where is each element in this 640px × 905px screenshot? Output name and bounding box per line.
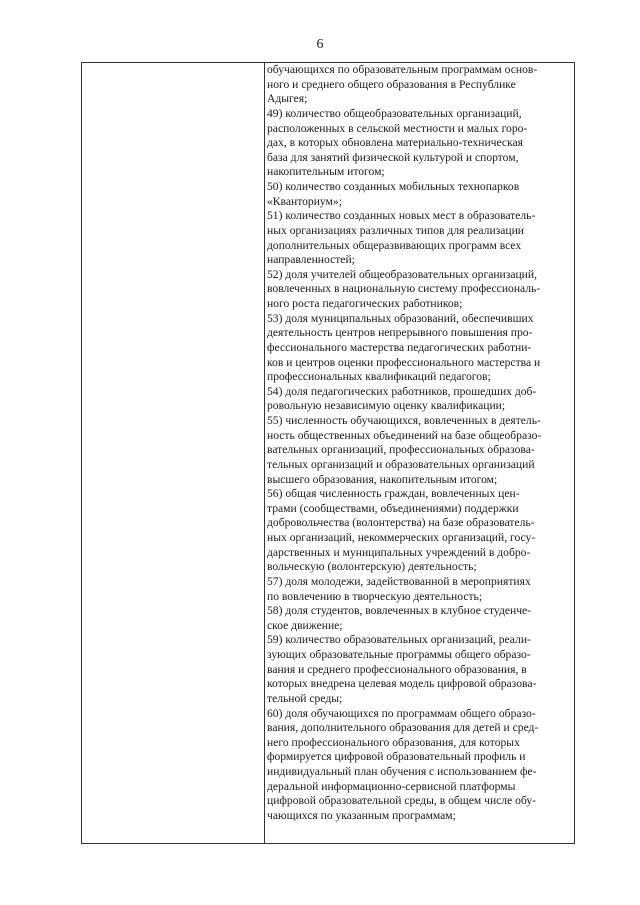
text-line: Адыгея; bbox=[267, 92, 308, 106]
text-line: индивидуальный план обучения с использованием фе- bbox=[267, 765, 537, 778]
text-line: 58) доля студентов, вовлеченных в клубное студенче- bbox=[267, 604, 532, 618]
text-line: цифровой образовательной среды, в общем числе обу- bbox=[267, 794, 537, 808]
text-line: дах, в которых обновлена материально-техническая bbox=[267, 136, 524, 150]
table-cell-left bbox=[82, 63, 265, 844]
text-line: вания, дополнительного образования для детей и сред- bbox=[267, 721, 539, 735]
text-line: по вовлечению в творческую деятельность; bbox=[267, 589, 483, 603]
text-line: ков и центров оценки профессионального мастерства и bbox=[267, 355, 541, 369]
text-line: направленностей; bbox=[267, 253, 355, 267]
text-line: ровольную независимую оценку квалификации; bbox=[267, 399, 506, 413]
indicator-text bbox=[267, 63, 573, 824]
text-line: 54) доля педагогических работников, прошедших доб- bbox=[267, 384, 537, 398]
text-line: 53) доля муниципальных образований, обеспечивших bbox=[267, 311, 534, 325]
text-line: формируется цифровой образовательный профиль и bbox=[267, 750, 526, 764]
text-line: вания и среднего профессионального образования, в bbox=[267, 662, 527, 676]
text-line: ного и среднего общего образования в Республике bbox=[267, 77, 516, 91]
text-line: расположенных в сельской местности и малых горо- bbox=[267, 121, 528, 135]
table-cell-right bbox=[265, 63, 575, 844]
text-line: 50) количество созданных мобильных технопарков bbox=[267, 180, 520, 193]
text-line: база для занятий физической культурой и спортом, bbox=[267, 150, 519, 164]
text-line: обучающихся по образовательным программам основ- bbox=[267, 63, 538, 76]
text-line: трами (сообществами, объединениями) поддержки bbox=[267, 501, 519, 515]
text-line: вольческую (волонтерскую) деятельность; bbox=[267, 560, 477, 574]
text-line: «Кванториум»; bbox=[267, 194, 342, 208]
text-line: 60) доля обучающихся по программам общего образо- bbox=[267, 706, 536, 720]
text-line: чающихся по указанным программам; bbox=[267, 808, 456, 822]
text-line: профессиональных квалификаций педагогов; bbox=[267, 370, 491, 384]
text-line: вательных организаций, профессиональных образова- bbox=[267, 443, 535, 457]
text-line: фессионального мастерства педагогических работни- bbox=[267, 340, 532, 354]
text-line: 59) количество образовательных организаций, реали- bbox=[267, 633, 531, 647]
text-line: ское движение; bbox=[267, 618, 343, 632]
text-line: накопительным итогом; bbox=[267, 165, 385, 179]
text-line: дарственных и муниципальных учреждений в добро- bbox=[267, 545, 531, 559]
text-line: зующих образовательные программы общего образо- bbox=[267, 648, 531, 661]
text-line: тельной среды; bbox=[267, 691, 343, 705]
page-number: 6 bbox=[316, 37, 324, 52]
text-line: 56) общая численность граждан, вовлеченных цен- bbox=[267, 487, 520, 501]
text-line: которых внедрена целевая модель цифровой образова- bbox=[267, 677, 537, 691]
text-line: 49) количество общеобразовательных организаций, bbox=[267, 106, 522, 120]
text-line: 52) доля учителей общеобразовательных организаций, bbox=[267, 267, 537, 281]
text-line: 55) численность обучающихся, вовлеченных в деятель- bbox=[267, 414, 541, 427]
text-line: вовлеченных в национальную систему профессиональ- bbox=[267, 282, 541, 296]
text-line: тельных организаций и образовательных организаций bbox=[267, 457, 535, 471]
text-line: ных организациях различных типов для реализации bbox=[267, 223, 525, 237]
text-line: деятельность центров непрерывного повышения про- bbox=[267, 326, 533, 340]
text-line: ность общественных объединений на базе общеобразо- bbox=[267, 428, 542, 442]
text-line: добровольчества (волонтерства) на базе образователь- bbox=[267, 516, 535, 530]
text-line: ных организаций, некоммерческих организаций, госу- bbox=[267, 531, 536, 544]
text-line: него профессионального образования, для которых bbox=[267, 735, 520, 749]
text-line: высшего образования, накопительным итогом; bbox=[267, 472, 498, 486]
text-line: 57) доля молодежи, задействованной в мероприятиях bbox=[267, 574, 531, 588]
document-table bbox=[81, 62, 575, 844]
text-line: ного роста педагогических работников; bbox=[267, 297, 463, 310]
text-line: 51) количество созданных новых мест в образователь- bbox=[267, 209, 536, 223]
text-line: дополнительных общеразвивающих программ всех bbox=[267, 238, 522, 252]
table-row bbox=[82, 63, 575, 844]
text-line: деральной информационно-сервисной платформы bbox=[267, 779, 516, 793]
